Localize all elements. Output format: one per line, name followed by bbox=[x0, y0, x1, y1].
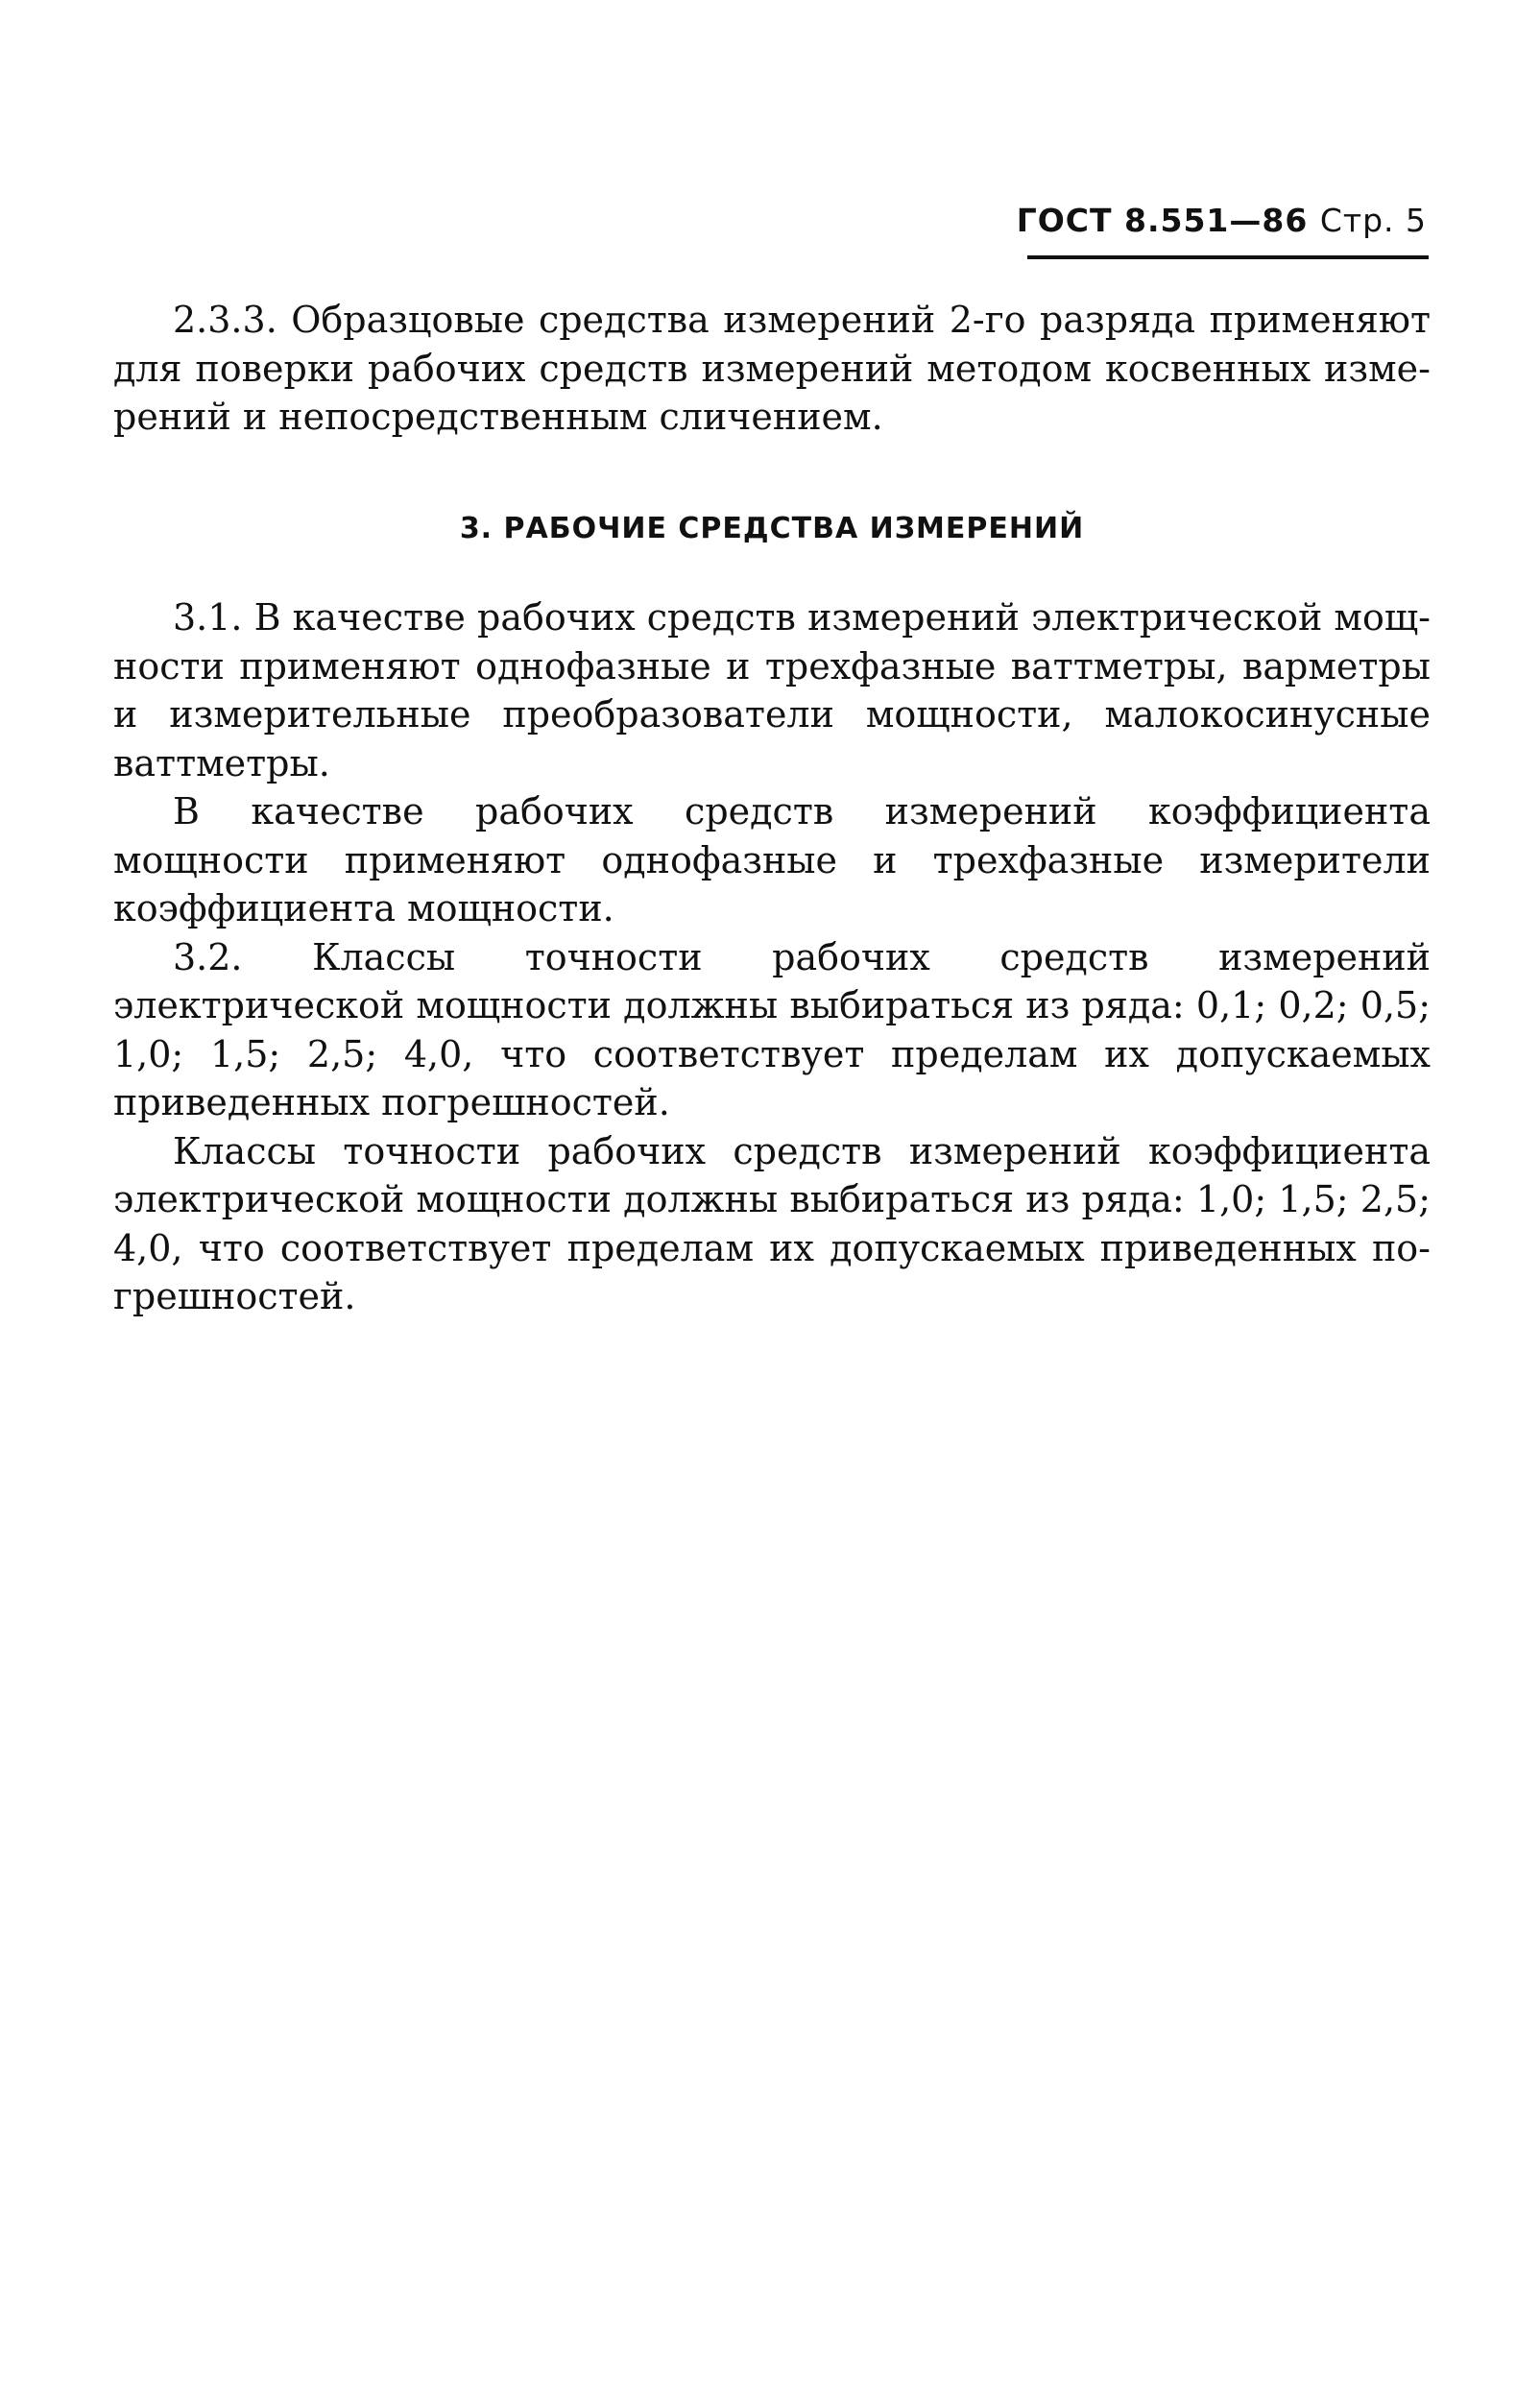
document-code: ГОСТ 8.551—86 bbox=[1016, 202, 1309, 239]
paragraph-3-1: 3.1. В качестве рабочих средств измерений электрической мощности применяют однофазные и трехфазные ваттметры, варметры и измерительные преобразователи мощности, малокосинусные ваттметры. bbox=[113, 596, 1431, 784]
document-body bbox=[113, 296, 1431, 1321]
paragraph-3-1-power-factor: В качестве рабочих средств измерений коэффициента мощности применяют однофазные и трехфазные измерители коэффициента мощности. bbox=[113, 790, 1431, 929]
page-header bbox=[1017, 202, 1427, 239]
paragraph-3-2-power-factor: Классы точности рабочих средств измерений коэффициента электрической мощности должны выбираться из ряда: 1,0; 1,5; 2,5; 4,0, что соответствует пределам их допускаемых приведенных погрешностей. bbox=[113, 1129, 1431, 1317]
page-number: Стр. 5 bbox=[1319, 202, 1427, 239]
paragraph-3-2: 3.2. Классы точности рабочих средств измерений электрической мощности должны выбираться из ряда: 0,1; 0,2; 0,5; 1,0; 1,5; 2,5; 4,0, что соответствует пределам их допускаемых приведенных погрешностей. bbox=[113, 935, 1431, 1123]
section-heading: 3. РАБОЧИЕ СРЕДСТВА ИЗМЕРЕНИЙ bbox=[459, 511, 1085, 545]
paragraph-2-3-3: 2.3.3. Образцовые средства измерений 2-го разряда применяют для поверки рабочих средств измерений методом косвенных измерений и непосредственным сличением. bbox=[113, 299, 1431, 438]
header-rule bbox=[1027, 255, 1429, 259]
